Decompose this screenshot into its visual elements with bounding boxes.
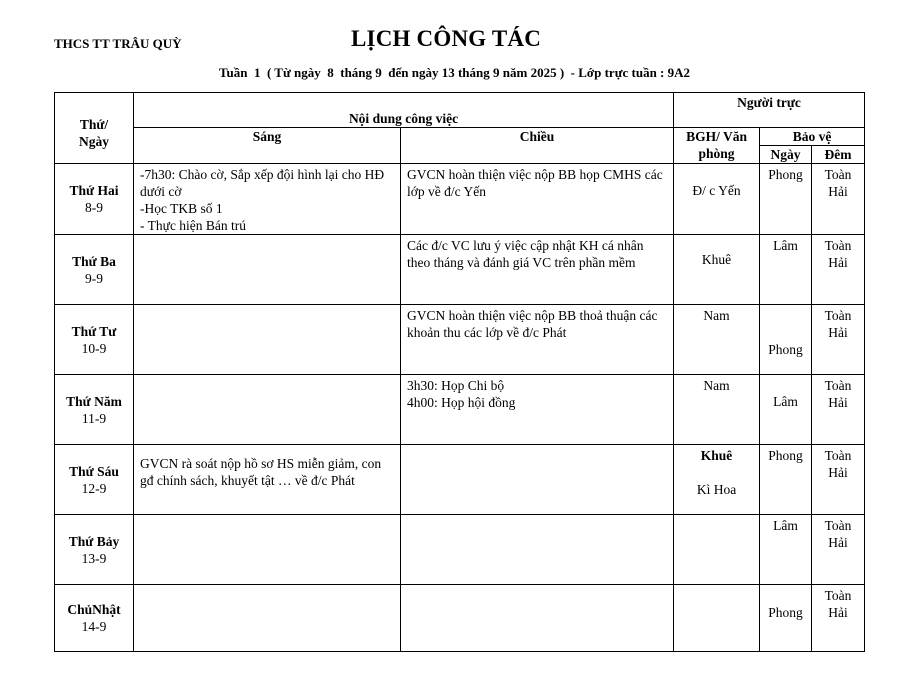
morning-cell <box>134 375 401 445</box>
guard-night-cell: Toàn Hải <box>812 515 865 585</box>
day-date: 13-9 <box>81 550 107 566</box>
day-cell <box>55 585 134 652</box>
afternoon-cell: 3h30: Họp Chi bộ 4h00: Họp hội đồng <box>401 375 674 445</box>
day-cell <box>55 164 134 235</box>
guard-night-cell: Toàn Hải <box>812 585 865 652</box>
bgh-cell <box>674 515 760 585</box>
day-cell <box>55 375 134 445</box>
guard-day-cell: Phong <box>760 164 812 235</box>
header-duty: Người trực <box>674 93 865 128</box>
day-name: Thứ Năm <box>66 393 122 409</box>
guard-day-cell: Lâm <box>760 235 812 305</box>
guard-night-cell: Toàn Hải <box>812 235 865 305</box>
bgh-cell <box>674 445 760 515</box>
bgh-cell <box>674 585 760 652</box>
bgh-name: Khuê <box>700 448 733 463</box>
day-date: 12-9 <box>81 480 107 496</box>
week-subtitle: Tuần 1 ( Từ ngày 8 tháng 9 đến ngày 13 tháng 9 năm 2025 ) - Lớp trực tuần : 9A2 <box>219 65 691 80</box>
morning-cell <box>134 235 401 305</box>
afternoon-cell <box>401 585 674 652</box>
table-row <box>55 515 865 585</box>
day-name: Thứ Ba <box>72 253 116 269</box>
table-row <box>55 305 865 375</box>
header-afternoon: Chiều <box>401 128 674 164</box>
day-name: Thứ Hai <box>69 183 119 198</box>
afternoon-cell: Các đ/c VC lưu ý việc cập nhật KH cá nhân theo tháng và đánh giá VC trên phần mềm <box>401 235 674 305</box>
morning-cell: GVCN rà soát nộp hồ sơ HS miễn giảm, con gđ chính sách, khuyết tật … về đ/c Phát <box>134 445 401 515</box>
table-row <box>55 235 865 305</box>
guard-day-cell: Phong <box>760 585 812 652</box>
page-title: LỊCH CÔNG TÁC <box>351 26 542 51</box>
table-row <box>55 375 865 445</box>
bgh-cell: Nam <box>674 375 760 445</box>
guard-night-cell: Toàn Hải <box>812 445 865 515</box>
guard-night-cell: Toàn Hải <box>812 305 865 375</box>
day-date: 11-9 <box>81 410 107 426</box>
header-guard-day: Ngày <box>760 146 812 164</box>
guard-night-cell: Toàn Hải <box>812 164 865 235</box>
header-morning: Sáng <box>134 128 401 164</box>
morning-cell <box>134 515 401 585</box>
morning-cell <box>134 585 401 652</box>
bgh-cell: Đ/ c Yến <box>674 164 760 235</box>
header-bgh: BGH/ Văn phòng <box>674 128 760 164</box>
morning-cell: -7h30: Chào cờ, Sắp xếp đội hình lại cho HĐ dưới cờ -Học TKB số 1 - Thực hiện Bán trú <box>134 164 401 235</box>
table-row <box>55 164 865 235</box>
day-cell <box>55 305 134 375</box>
day-cell <box>55 445 134 515</box>
table-row <box>55 585 865 652</box>
header-day: Thứ/ Ngày <box>55 93 134 164</box>
day-date: 8-9 <box>85 200 103 215</box>
afternoon-cell: GVCN hoàn thiện việc nộp BB họp CMHS các lớp về đ/c Yến <box>401 164 674 235</box>
header-content: Nội dung công việc <box>134 93 674 128</box>
schedule-table <box>54 92 865 652</box>
morning-cell <box>134 305 401 375</box>
day-name: ChủNhật <box>67 602 121 617</box>
bgh-extra-name: Kì Hoa <box>696 482 737 497</box>
table-row <box>55 445 865 515</box>
day-date: 9-9 <box>85 270 103 286</box>
day-date: 14-9 <box>81 619 107 634</box>
afternoon-cell <box>401 515 674 585</box>
guard-night-cell: Toàn Hải <box>812 375 865 445</box>
header-guard: Bảo vệ <box>760 128 865 146</box>
guard-day-cell: Phong <box>760 305 812 375</box>
day-name: Thứ Tư <box>71 323 117 339</box>
header-guard-night: Đêm <box>812 146 865 164</box>
school-name: THCS TT TRÂU QUỲ <box>54 36 182 51</box>
guard-day-cell: Lâm <box>760 515 812 585</box>
day-name: Thứ Sáu <box>69 463 119 479</box>
day-cell <box>55 235 134 305</box>
guard-day-cell: Phong <box>760 445 812 515</box>
afternoon-cell: GVCN hoàn thiện việc nộp BB thoả thuận các khoản thu các lớp về đ/c Phát <box>401 305 674 375</box>
day-date: 10-9 <box>81 340 107 356</box>
day-cell <box>55 515 134 585</box>
afternoon-cell <box>401 445 674 515</box>
bgh-cell: Khuê <box>674 235 760 305</box>
day-name: Thứ Bảy <box>68 533 120 549</box>
bgh-cell: Nam <box>674 305 760 375</box>
guard-day-cell: Lâm <box>760 375 812 445</box>
